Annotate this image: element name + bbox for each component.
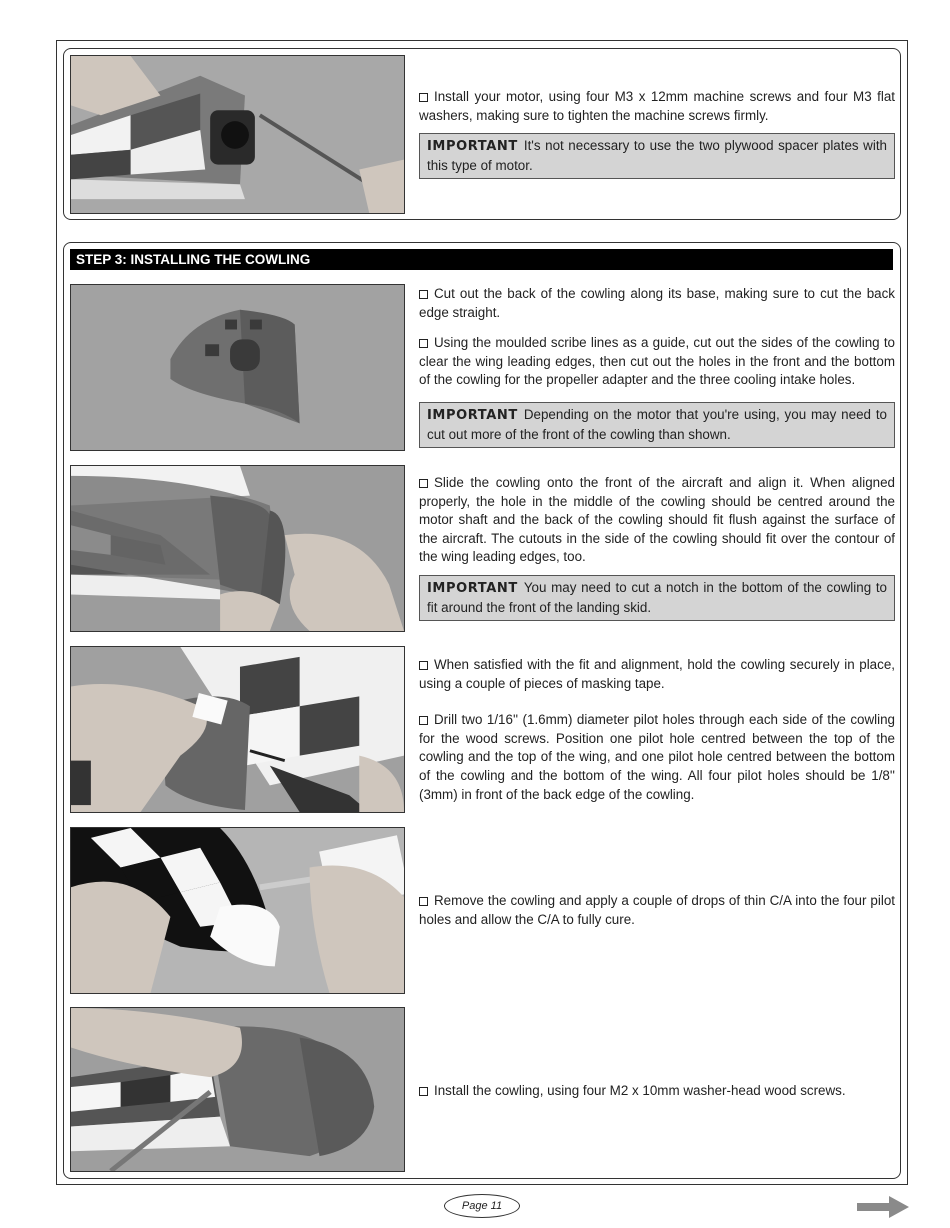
ca-glue-text — [419, 892, 895, 941]
important-text: Depending on the motor that you're using, you may need to cut out more of the front of the cowling than shown. — [427, 407, 887, 442]
cowling-drill-text — [419, 656, 895, 816]
checkbox-icon — [419, 897, 428, 906]
page-number: Page 11 — [444, 1194, 520, 1218]
ca-glue-photo — [70, 827, 405, 994]
cowling-screws-photo — [70, 1007, 405, 1172]
important-text: You may need to cut a notch in the bottom of the cowling to fit around the front of the landing skid. — [427, 580, 887, 615]
cowling-screws-text — [419, 1082, 895, 1113]
tape-cowling-step: When satisfied with the fit and alignment, hold the cowling securely in place, using a couple of pieces of masking tape. — [419, 657, 895, 691]
cowling-cut-photo — [70, 284, 405, 451]
step-header: STEP 3: INSTALLING THE COWLING — [70, 249, 893, 270]
checkbox-icon — [419, 339, 428, 348]
cowling-fit-text — [419, 474, 895, 579]
checkbox-icon — [419, 1087, 428, 1096]
motor-install-step: Install your motor, using four M3 x 12mm machine screws and four M3 flat washers, making sure to tighten the machine screws firmly. — [419, 89, 895, 123]
checkbox-icon — [419, 93, 428, 102]
important-note — [419, 133, 895, 179]
checkbox-icon — [419, 290, 428, 299]
cowling-drill-photo — [70, 646, 405, 813]
motor-install-photo — [70, 55, 405, 214]
checkbox-icon — [419, 661, 428, 670]
checkbox-icon — [419, 716, 428, 725]
slide-cowling-step: Slide the cowling onto the front of the aircraft and align it. When aligned properly, the hole in the middle of the cowling should be centred around the motor shaft and the back of the cowling should fit flush against the surface of the aircraft. The cutouts in the side of the cowling should fit over the contour of the wing leading edges, too. — [419, 475, 895, 565]
cowling-cut-text — [419, 285, 895, 402]
important-note — [419, 575, 895, 621]
important-label: IMPORTANT — [427, 139, 518, 154]
important-note — [419, 402, 895, 448]
important-label: IMPORTANT — [427, 408, 518, 423]
cut-back-step: Cut out the back of the cowling along its base, making sure to cut the back edge straight. — [419, 286, 895, 320]
next-page-arrow-icon[interactable] — [857, 1196, 909, 1218]
apply-ca-step: Remove the cowling and apply a couple of drops of thin C/A into the four pilot holes and allow the C/A to fully cure. — [419, 893, 895, 927]
checkbox-icon — [419, 479, 428, 488]
cut-sides-step: Using the moulded scribe lines as a guide, cut out the sides of the cowling to clear the wing leading edges, then cut out the holes in the front and the bottom of the cowling for the propeller adapter and the three cooling intake holes. — [419, 335, 895, 388]
important-label: IMPORTANT — [427, 581, 518, 596]
motor-install-text — [419, 88, 895, 137]
drill-holes-step: Drill two 1/16'' (1.6mm) diameter pilot holes through each side of the cowling for the wood screws. Position one pilot hole centred between the top of the cowling and the top of the wing, and one pilot hole centred between the bottom of the cowling and the bottom of the wing. All four pilot holes should be 1/8'' (3mm) in front of the back edge of the cowling. — [419, 712, 895, 802]
important-text: It's not necessary to use the two plywood spacer plates with this type of motor. — [427, 138, 887, 173]
cowling-fit-photo — [70, 465, 405, 632]
install-cowling-step: Install the cowling, using four M2 x 10mm washer-head wood screws. — [434, 1083, 846, 1098]
